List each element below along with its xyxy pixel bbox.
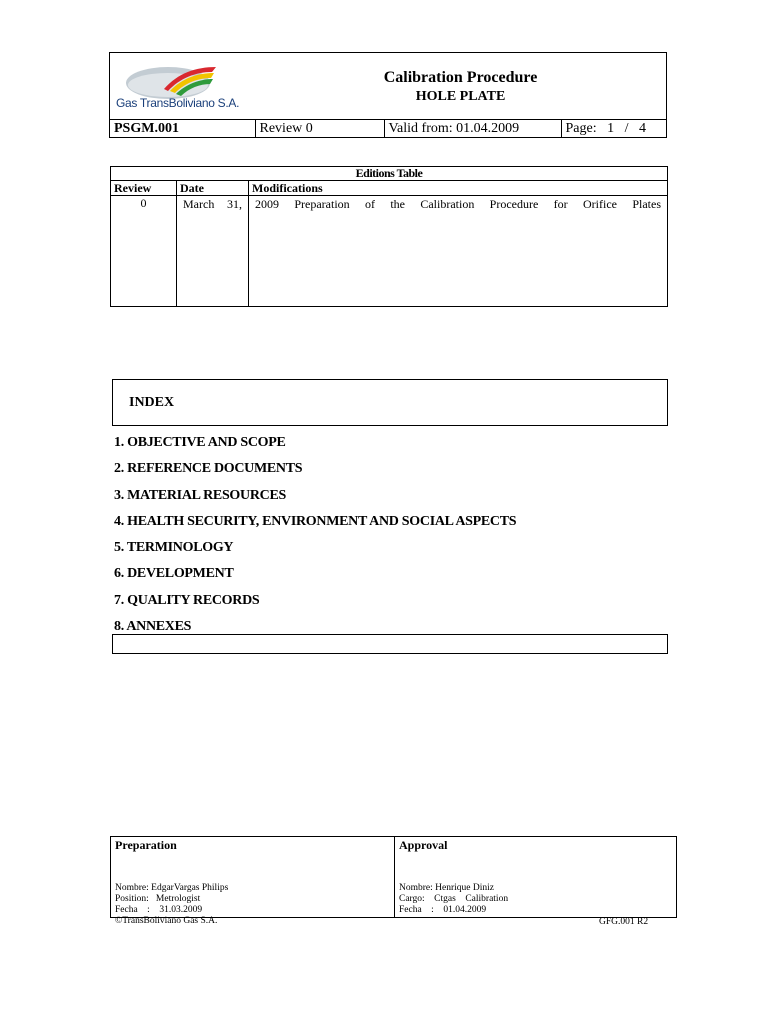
review-number: Review 0 bbox=[255, 120, 384, 138]
valid-from: Valid from: 01.04.2009 bbox=[384, 120, 561, 138]
logo-globe-icon bbox=[116, 63, 251, 99]
row-date: March 31, bbox=[177, 196, 249, 307]
document-title: Calibration Procedure bbox=[383, 69, 538, 86]
index-item: 4. HEALTH SECURITY, ENVIRONMENT AND SOCIAL ASPECTS bbox=[114, 513, 517, 529]
preparation-name: Nombre: EdgarVargas Philips bbox=[115, 883, 229, 893]
company-name: Gas TransBoliviano S.A. bbox=[116, 96, 240, 110]
editions-table-title: Editions Table bbox=[111, 167, 668, 181]
document-header bbox=[109, 52, 667, 138]
row-modifications: 2009 Preparation of the Calibration Procedure for Orifice Plates bbox=[249, 196, 668, 307]
preparation-cell bbox=[111, 837, 395, 918]
approval-heading: Approval bbox=[399, 838, 448, 852]
signature-table bbox=[110, 836, 677, 918]
index-item: 5. TERMINOLOGY bbox=[114, 540, 234, 556]
approval-date: Fecha : 01.04.2009 bbox=[399, 905, 487, 915]
index-item: 6. DEVELOPMENT bbox=[114, 566, 234, 582]
index-item: 1. OBJECTIVE AND SCOPE bbox=[114, 435, 286, 450]
page-number: Page: 1 / 4 bbox=[561, 120, 667, 138]
index-item: 7. QUALITY RECORDS bbox=[114, 592, 260, 608]
document-subtitle: HOLE PLATE bbox=[415, 89, 506, 104]
index-bottom-box bbox=[112, 634, 668, 654]
index-title: INDEX bbox=[129, 395, 175, 410]
index-list bbox=[114, 433, 516, 643]
editions-table bbox=[110, 166, 668, 307]
column-header-modifications: Modifications bbox=[249, 181, 668, 196]
company-logo bbox=[116, 63, 251, 113]
index-item: 2. REFERENCE DOCUMENTS bbox=[114, 461, 303, 477]
column-header-review: Review bbox=[111, 181, 177, 196]
row-review: 0 bbox=[111, 196, 177, 307]
table-row bbox=[111, 196, 668, 307]
approval-cell bbox=[395, 837, 677, 918]
form-code: GFG.001 R2 bbox=[599, 917, 649, 927]
preparation-heading: Preparation bbox=[115, 838, 177, 852]
copyright-notice: ©TransBoliviano Gas S.A. bbox=[115, 916, 218, 926]
index-item: 3. MATERIAL RESOURCES bbox=[114, 487, 286, 503]
column-header-date: Date bbox=[177, 181, 249, 196]
title-cell bbox=[255, 53, 667, 120]
index-header-box bbox=[112, 379, 668, 426]
preparation-date: Fecha : 31.03.2009 bbox=[115, 905, 203, 915]
preparation-position: Position: Metrologist bbox=[115, 894, 201, 904]
approval-position: Cargo: Ctgas Calibration bbox=[399, 894, 509, 904]
approval-name: Nombre: Henrique Diniz bbox=[399, 883, 494, 893]
document-code: PSGM.001 bbox=[110, 120, 256, 138]
logo-cell bbox=[110, 53, 256, 120]
index-item: 8. ANNEXES bbox=[114, 619, 192, 635]
